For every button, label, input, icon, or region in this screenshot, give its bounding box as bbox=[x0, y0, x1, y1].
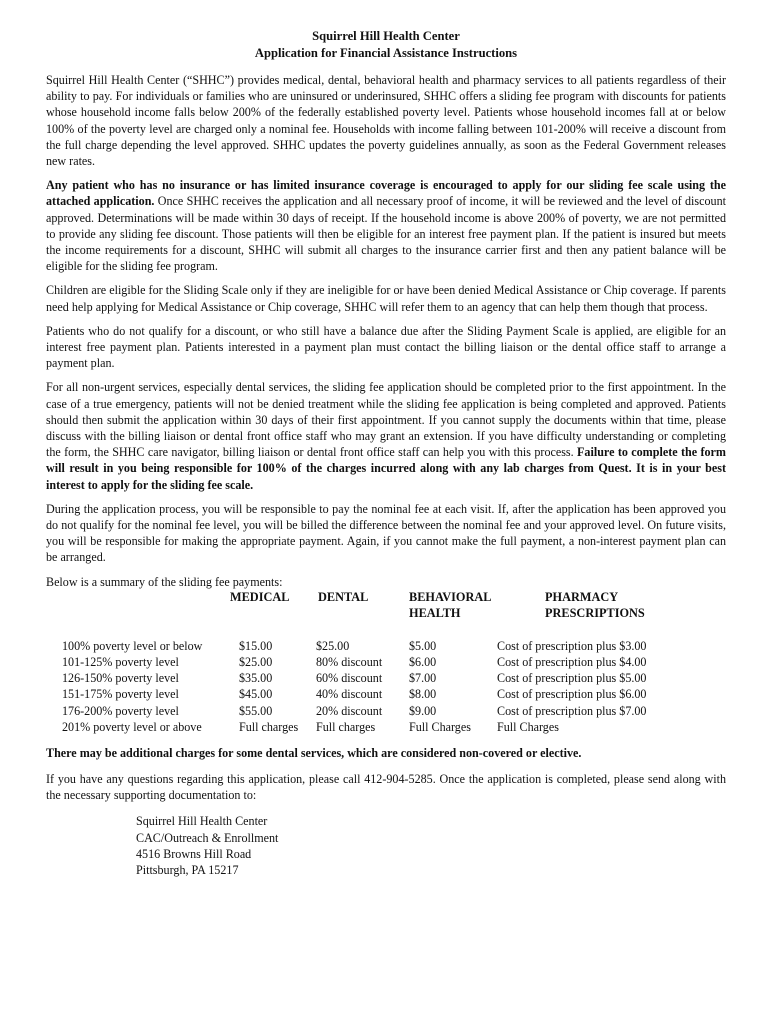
fee-cell-medical: $45.00 bbox=[239, 687, 273, 702]
contact-paragraph: If you have any questions regarding this application, please call 412-904-5285. Once the application is completed, please send along with the necessary supporting documentation to: bbox=[46, 771, 726, 803]
address-line-2: CAC/Outreach & Enrollment bbox=[136, 830, 279, 845]
intro-paragraph: Squirrel Hill Health Center (“SHHC”) provides medical, dental, behavioral health and pharmacy services to all patients regardless of their ability to pay. For individuals or families who are uninsured or underinsured, SHHC offers a sliding fee program with discounts for patients whose household income falls below 200% of the federally established poverty level. Patients whose household incomes fall at or below 100% of the poverty level are charged only a nominal fee. Households with income falling between 101-200% will receive a discount from the full charge depending the level approved. SHHC updates the poverty guidelines annually, as soon as the Federal Government releases new rates. bbox=[46, 73, 726, 169]
summary-intro: Below is a summary of the sliding fee payments: bbox=[46, 574, 283, 589]
mailing-address bbox=[136, 813, 726, 878]
fee-cell-pharmacy: Cost of prescription plus $3.00 bbox=[497, 638, 647, 653]
header-behavioral-line1: BEHAVIORAL bbox=[409, 589, 492, 604]
fee-cell-behavioral: $8.00 bbox=[409, 687, 437, 702]
fee-cell-level: 151-175% poverty level bbox=[62, 687, 179, 702]
fee-cell-medical: $25.00 bbox=[239, 654, 273, 669]
fee-cell-level: 101-125% poverty level bbox=[62, 654, 179, 669]
header-pharmacy-line1: PHARMACY bbox=[545, 589, 619, 604]
address-line-3: 4516 Browns Hill Road bbox=[136, 846, 252, 861]
header-pharmacy-line2: PRESCRIPTIONS bbox=[545, 605, 645, 620]
fee-cell-dental: 80% discount bbox=[316, 654, 383, 669]
table-row bbox=[62, 654, 646, 670]
fee-cell-level: 126-150% poverty level bbox=[62, 671, 179, 686]
table-row bbox=[62, 719, 646, 735]
header-medical: MEDICAL bbox=[230, 589, 290, 604]
fee-cell-dental: 60% discount bbox=[316, 671, 383, 686]
org-name: Squirrel Hill Health Center bbox=[312, 29, 460, 43]
apply-paragraph bbox=[46, 177, 726, 274]
document-title: Application for Financial Assistance Instructions bbox=[254, 46, 518, 60]
fee-cell-behavioral: $6.00 bbox=[409, 654, 437, 669]
table-row bbox=[62, 638, 646, 654]
header-dental: DENTAL bbox=[318, 589, 369, 604]
fee-table-header bbox=[46, 590, 726, 624]
fee-table bbox=[62, 638, 646, 735]
fee-cell-pharmacy: Cost of prescription plus $7.00 bbox=[497, 703, 647, 718]
non-urgent-bold: Failure to complete the form will result in you being responsible for 100% of the charges incurred along with any lab charges from Quest. It is in your best interest to apply for the sliding fee scale. bbox=[46, 445, 726, 492]
fee-cell-dental: 20% discount bbox=[316, 703, 383, 718]
fee-cell-pharmacy: Full Charges bbox=[497, 719, 559, 734]
fee-cell-dental: $25.00 bbox=[316, 638, 350, 653]
header-pharmacy bbox=[545, 589, 645, 621]
dental-note: There may be additional charges for some dental services, which are considered non-covered or elective. bbox=[46, 745, 582, 760]
header-behavioral-line2: HEALTH bbox=[409, 605, 461, 620]
fee-cell-pharmacy: Cost of prescription plus $4.00 bbox=[497, 654, 647, 669]
non-urgent-paragraph bbox=[46, 379, 726, 492]
apply-paragraph-bold: Any patient who has no insurance or has limited insurance coverage is encouraged to apply for our sliding fee scale using the attached application. bbox=[46, 178, 726, 209]
apply-paragraph-text: Once SHHC receives the application and all necessary proof of income, it will be reviewed and the level of discount approved. Determinations will be made within 30 days of receipt. If the household income is above 200% of poverty, we are not permitted to provide any sliding fee discount. Those patients will then be eligible for an interest free payment plan. If the patient is insured but meets the income requirements for a discount, SHHC will submit all charges to the insurance carrier first and then any patient balance will be eligible for the sliding fee program. bbox=[46, 194, 726, 274]
fee-cell-medical: $15.00 bbox=[239, 638, 273, 653]
children-paragraph: Children are eligible for the Sliding Scale only if they are ineligible for or have been denied Medical Assistance or Chip coverage. If parents need help applying for Medical Assistance or Chip coverage, SHHC will refer them to an agency that can help them though that process. bbox=[46, 283, 726, 314]
fee-cell-behavioral: Full Charges bbox=[409, 719, 471, 734]
table-row bbox=[62, 703, 646, 719]
fee-cell-behavioral: $7.00 bbox=[409, 671, 437, 686]
fee-cell-dental: Full charges bbox=[316, 719, 376, 734]
header-behavioral bbox=[409, 589, 491, 621]
fee-cell-level: 100% poverty level or below bbox=[62, 638, 203, 653]
fee-cell-behavioral: $9.00 bbox=[409, 703, 437, 718]
fee-cell-medical: $55.00 bbox=[239, 703, 273, 718]
table-row bbox=[62, 670, 646, 686]
table-row bbox=[62, 686, 646, 702]
address-line-4: Pittsburgh, PA 15217 bbox=[136, 862, 239, 877]
payment-plan-paragraph: Patients who do not qualify for a discount, or who still have a balance due after the Sliding Payment Scale is applied, are eligible for an interest free payment plan. Patients interested in a payment plan must contact the billing liaison or the dental office staff to arrange a payment plan. bbox=[46, 323, 726, 371]
fee-cell-level: 201% poverty level or above bbox=[62, 719, 202, 734]
fee-cell-medical: $35.00 bbox=[239, 671, 273, 686]
fee-cell-behavioral: $5.00 bbox=[409, 638, 437, 653]
application-process-paragraph: During the application process, you will be responsible to pay the nominal fee at each visit. If, after the application has been approved you do not qualify for the nominal fee level, you will be billed the difference between the nominal fee and your approved level. On future visits, you will be responsible for making the appropriate payment. Again, if you cannot make the full payment, a non-interest payment plan can be arranged. bbox=[46, 501, 726, 565]
fee-cell-dental: 40% discount bbox=[316, 687, 383, 702]
fee-cell-medical: Full charges bbox=[239, 719, 299, 734]
fee-cell-level: 176-200% poverty level bbox=[62, 703, 179, 718]
fee-cell-pharmacy: Cost of prescription plus $5.00 bbox=[497, 671, 647, 686]
fee-cell-pharmacy: Cost of prescription plus $6.00 bbox=[497, 687, 647, 702]
address-line-1: Squirrel Hill Health Center bbox=[136, 814, 268, 829]
non-urgent-text: For all non-urgent services, especially dental services, the sliding fee application should be completed prior to the first appointment. In the case of a true emergency, patients will not be denied treatment while the sliding fee application is being completed and approved. Patients should then submit the application within 30 days of their first appointment. If you cannot supply the documents within that time, please discuss with the billing liaison or dental front office staff who may grant an extension. If you have difficulty understanding or completing the form, the SHHC care navigator, billing liaison or dental front office staff can help you with this process. bbox=[46, 380, 726, 460]
